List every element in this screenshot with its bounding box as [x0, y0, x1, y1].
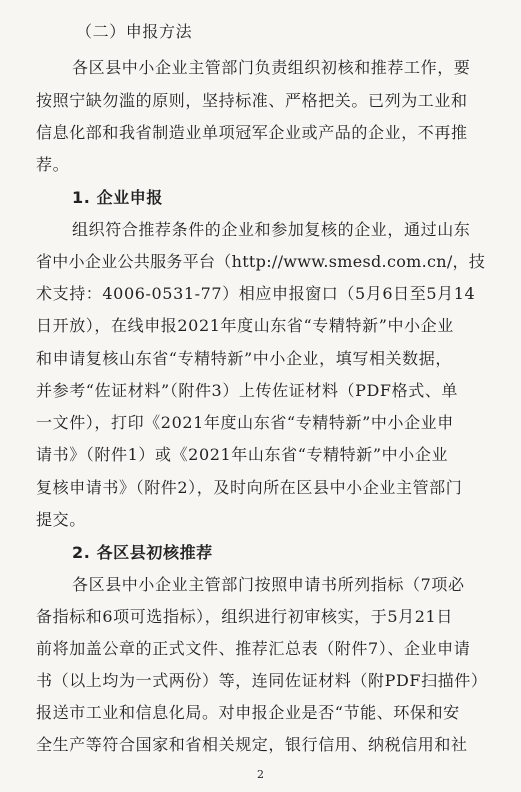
- subsection-heading-2: 2. 各区县初核推荐: [72, 543, 213, 562]
- paragraph-line: 荐。: [36, 155, 70, 174]
- paragraph-line: 和申请复核山东省“专精特新”中小企业，填写相关数据，: [36, 349, 452, 368]
- paragraph-line: 各区县中小企业主管部门负责组织初核和推荐工作，要: [72, 58, 471, 77]
- paragraph-line: 按照宁缺勿滥的原则，坚持标准、严格把关。已列为工业和: [36, 91, 468, 110]
- paragraph-line: 全生产等符合国家和省相关规定，银行信用、纳税信用和社: [36, 735, 468, 754]
- paragraph-line: 复核申请书》（附件2），及时向所在区县中小企业主管部门: [36, 478, 463, 497]
- paragraph-line: 省中小企业公共服务平台（http://www.smesd.com.cn/，技: [36, 252, 486, 271]
- page-number: 2: [257, 768, 264, 781]
- paragraph-line: 日开放），在线申报2021年度山东省“专精特新”中小企业: [36, 316, 454, 335]
- paragraph-line: 报送市工业和信息化局。对申报企业是否“节能、环保和安: [36, 703, 460, 722]
- subsection-heading-1: 1. 企业申报: [72, 188, 163, 207]
- paragraph-line: 并参考“佐证材料”（附件3）上传佐证材料（PDF格式、单: [36, 381, 459, 400]
- paragraph-line: 一文件），打印《2021年度山东省“专精特新”中小企业申: [36, 413, 454, 432]
- paragraph-line: 书（以上均为一式两份）等，连同佐证材料（附PDF扫描件）: [36, 671, 488, 690]
- paragraph-line: 前将加盖公章的正式文件、推荐汇总表（附件7）、企业申请: [36, 639, 471, 658]
- paragraph-line: 各区县中小企业主管部门按照申请书所列指标（7项必: [72, 575, 465, 594]
- paragraph-line: 提交。: [36, 510, 86, 529]
- paragraph-line: 信息化部和我省制造业单项冠军企业或产品的企业，不再推: [36, 123, 468, 142]
- section-heading: （二）申报方法: [76, 22, 193, 41]
- paragraph-line: 请书》（附件1）或《2021年山东省“专精特新”中小企业: [36, 445, 449, 464]
- paragraph-line: 备指标和6项可选指标），组织进行初审核实，于5月21日: [36, 607, 453, 626]
- paragraph-line: 组织符合推荐条件的企业和参加复核的企业，通过山东: [72, 220, 471, 239]
- paragraph-line: 术支持：4006-0531-77）相应申报窗口（5月6日至5月14: [36, 284, 476, 303]
